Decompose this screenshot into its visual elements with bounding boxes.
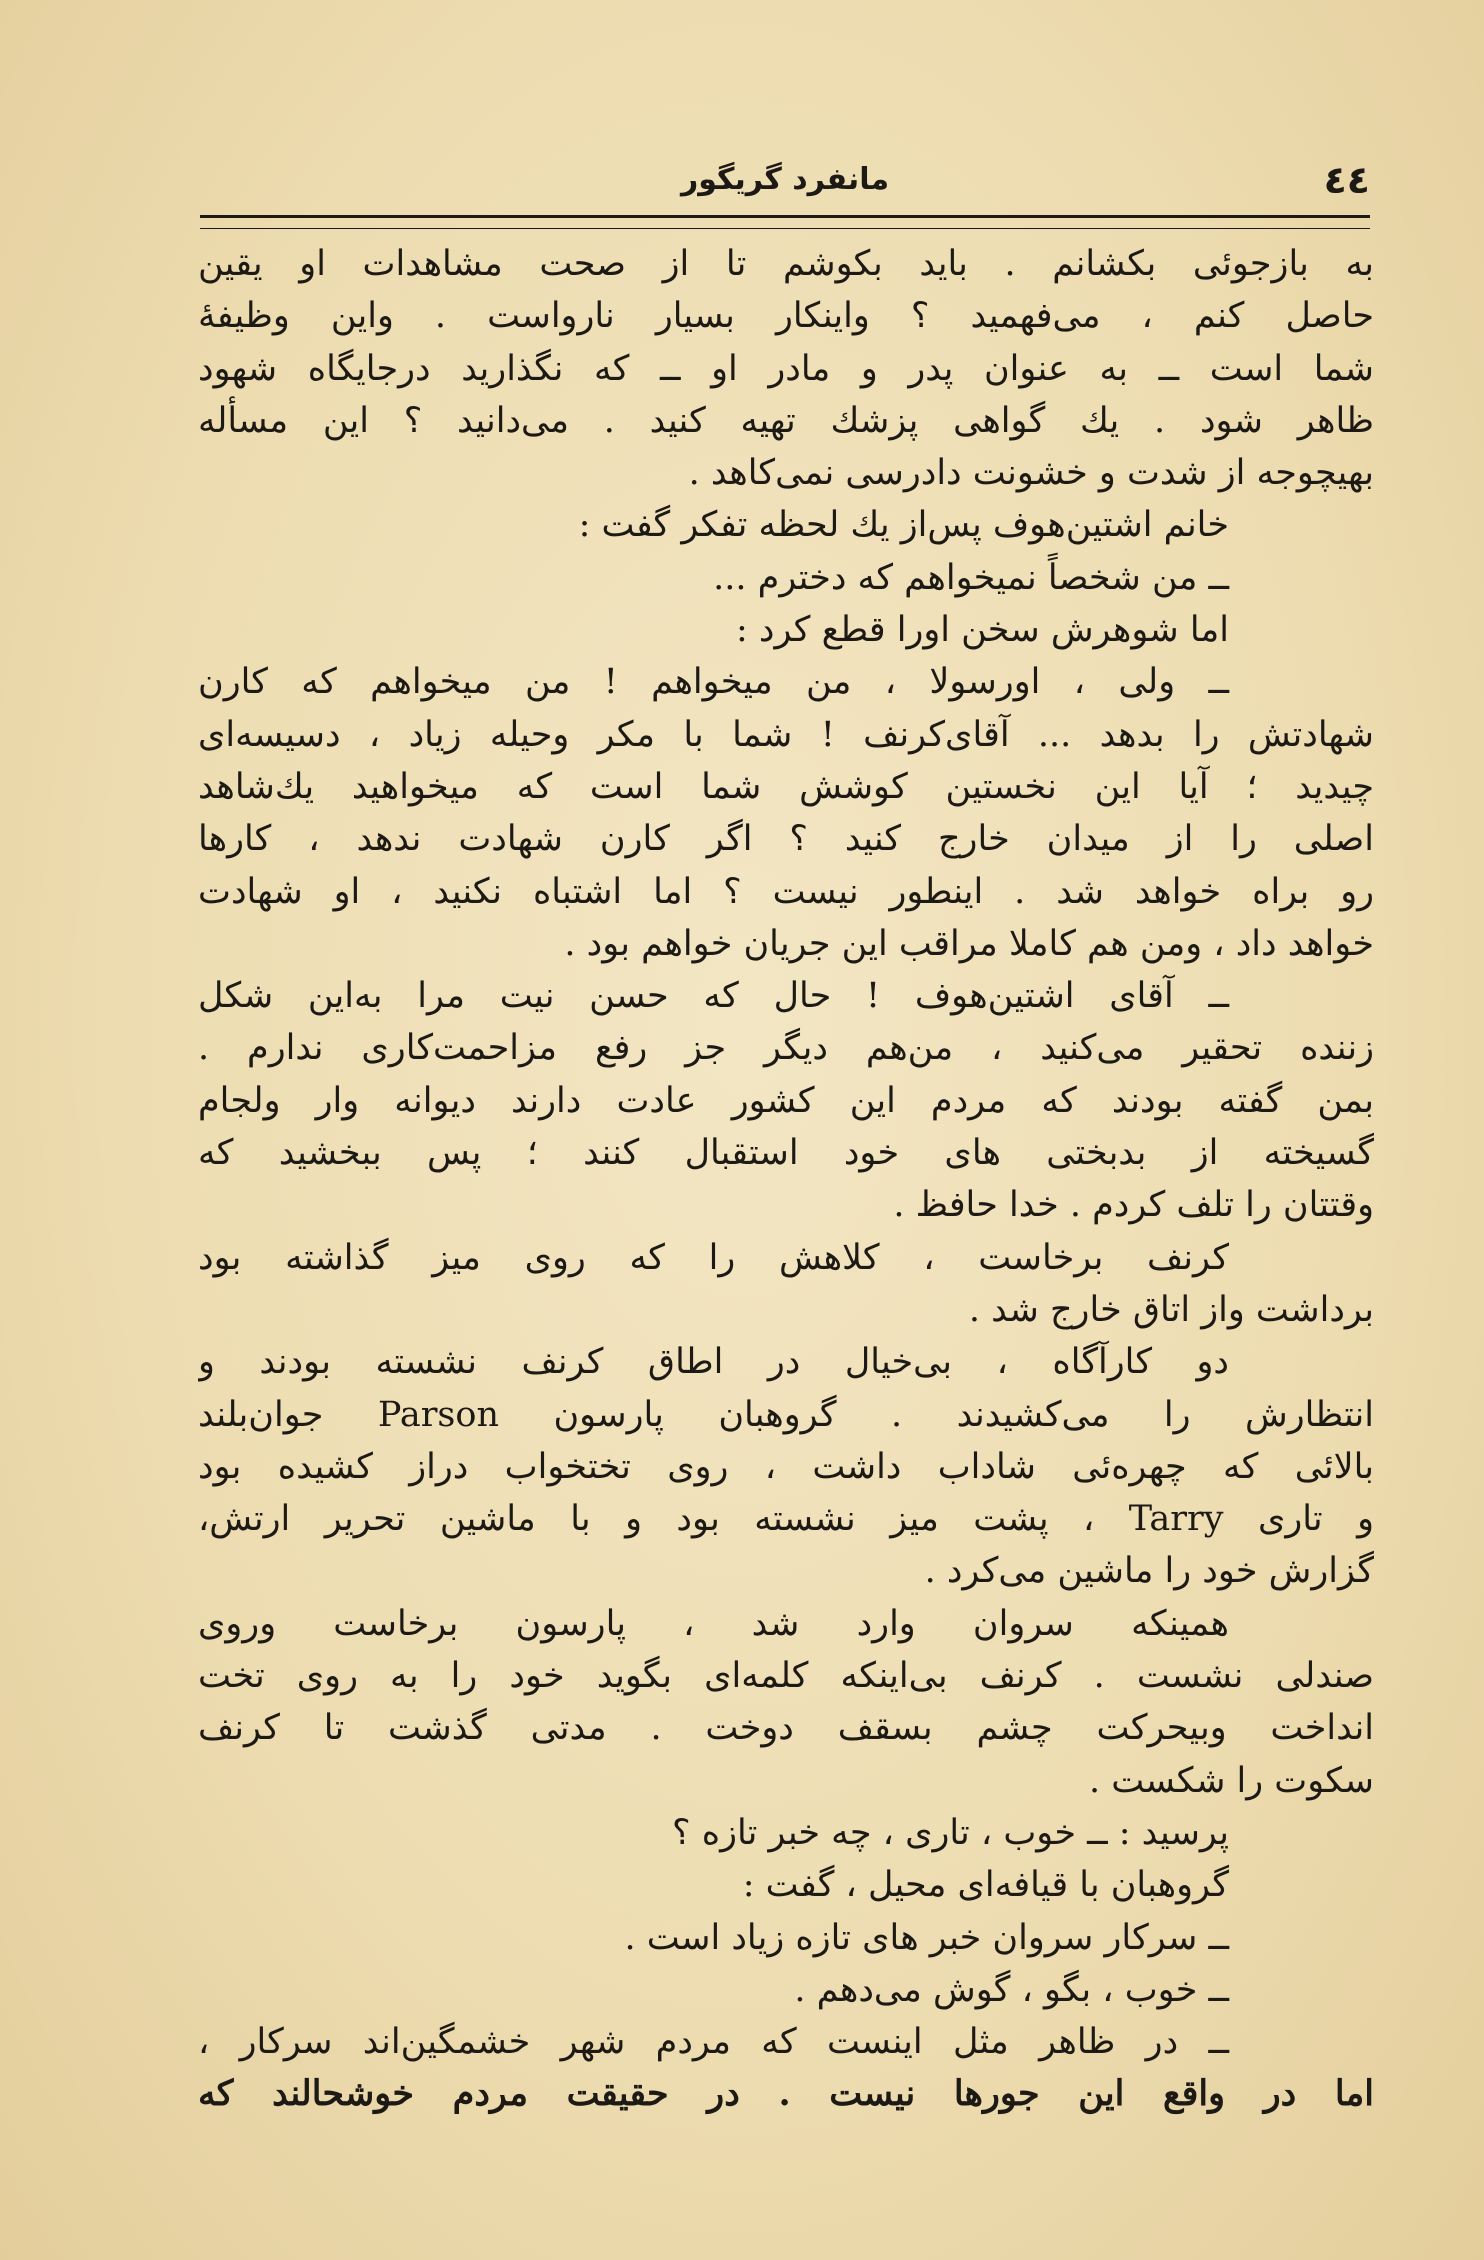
text-line: ظاهر شود . یك گواهی پزشك تهیه کنید . می‌دانید ؟ این مسأله bbox=[198, 400, 1374, 441]
text-line: به بازجوئی بکشانم . باید بکوشم تا از صحت مشاهدات او یقین bbox=[198, 244, 1374, 284]
text-line: بهیچوجه از شدت و خشونت دادرسی نمی‌کاهد . bbox=[688, 453, 1374, 494]
text-line: گسیخته از بدبختی های خود استقبال کنند ؛ پس ببخشید که bbox=[198, 1133, 1374, 1174]
running-title: مانفرد گریگور bbox=[680, 162, 890, 197]
text-line: شما است ــ به عنوان پدر و مادر او ــ که نگذارید درجایگاه شهود bbox=[198, 348, 1374, 389]
text-line: چیدید ؛ آیا این نخستین کوشش شما است که میخواهید یك‌شاهد bbox=[198, 766, 1374, 807]
text-line: بالائی که چهره‌ئی شاداب داشت ، روی تختخواب دراز کشیده بود bbox=[198, 1446, 1374, 1487]
header-rule bbox=[200, 215, 1370, 229]
text-line: وقتتان را تلف کردم . خدا حافظ . bbox=[893, 1185, 1374, 1226]
text-line: اما شوهرش سخن اورا قطع کرد : bbox=[735, 610, 1229, 651]
text-line: انتظارش را می‌کشیدند . گروهبان پارسون Parson جوان‌بلند bbox=[198, 1394, 1374, 1435]
text-line: ــ سرکار سروان خبر های تازه زیاد است . bbox=[624, 1917, 1229, 1958]
text-line: رو براه خواهد شد . اینطور نیست ؟ اما اشتباه نکنید ، او شهادت bbox=[198, 871, 1374, 912]
page-number: ٤٤ bbox=[1323, 158, 1370, 202]
text-line: ــ من شخصاً نمیخواهم که دخترم ... bbox=[713, 557, 1229, 598]
text-line: اما در واقع این جورها نیست . در حقیقت مردم خوشحالند که bbox=[198, 2073, 1374, 2115]
text-line: سکوت را شکست . bbox=[1088, 1760, 1374, 1801]
text-line: گزارش خود را ماشین می‌کرد . bbox=[924, 1551, 1374, 1592]
text-line: خواهد داد ، ومن هم کاملا مراقب این جریان خواهم بود . bbox=[564, 923, 1374, 964]
text-line: شهادتش را بدهد ... آقای‌کرنف ! شما با مکر وحیله زیاد ، دسیسه‌ای bbox=[198, 714, 1374, 755]
text-line: انداخت وبیحرکت چشم بسقف دوخت . مدتی گذشت تا کرنف bbox=[198, 1708, 1374, 1749]
page-header bbox=[200, 150, 1370, 210]
text-line: اصلی را از میدان خارج کنید ؟ اگر کارن شهادت ندهد ، کارها bbox=[198, 819, 1374, 860]
text-line: خانم اشتین‌هوف پس‌از یك لحظه تفکر گفت : bbox=[578, 505, 1229, 546]
text-line: ــ آقای اشتین‌هوف ! حال که حسن نیت مرا به‌این شکل bbox=[198, 976, 1229, 1017]
text-line: صندلی نشست . کرنف بی‌اینکه کلمه‌ای بگوید خود را به روی تخت bbox=[198, 1656, 1374, 1697]
text-line: ــ ولی ، اورسولا ، من میخواهم ! من میخواهم که کارن bbox=[198, 662, 1229, 703]
text-line: گروهبان با قیافه‌ای محیل ، گفت : bbox=[742, 1865, 1229, 1906]
text-line: بمن گفته بودند که مردم این کشور عادت دارند دیوانه وار ولجام bbox=[198, 1080, 1374, 1121]
text-line: زننده تحقیر می‌کنید ، من‌هم دیگر جز رفع مزاحمت‌کاری ندارم . bbox=[198, 1028, 1374, 1069]
text-line: حاصل کنم ، می‌فهمید ؟ واینکار بسیار نارواست . واین وظیفهٔ bbox=[198, 296, 1374, 337]
text-line: کرنف برخاست ، کلاهش را که روی میز گذاشته بود bbox=[198, 1237, 1229, 1278]
text-line: برداشت واز اتاق خارج شد . bbox=[968, 1289, 1374, 1330]
text-line: دو کارآگاه ، بی‌خیال در اطاق کرنف نشسته بودند و bbox=[198, 1342, 1229, 1383]
text-line: همینکه سروان وارد شد ، پارسون برخاست وروی bbox=[198, 1603, 1229, 1644]
text-line: ــ خوب ، بگو ، گوش می‌دهم . bbox=[794, 1969, 1229, 2010]
text-line: و تاری Tarry ، پشت میز نشسته بود و با ماشین تحریر ارتش، bbox=[198, 1499, 1374, 1540]
body-text bbox=[198, 238, 1374, 2121]
text-line: ــ در ظاهر مثل اینست که مردم شهر خشمگین‌اند سرکار ، bbox=[198, 2022, 1229, 2063]
text-line: پرسید : ــ خوب ، تاری ، چه خبر تازه ؟ bbox=[672, 1812, 1229, 1853]
